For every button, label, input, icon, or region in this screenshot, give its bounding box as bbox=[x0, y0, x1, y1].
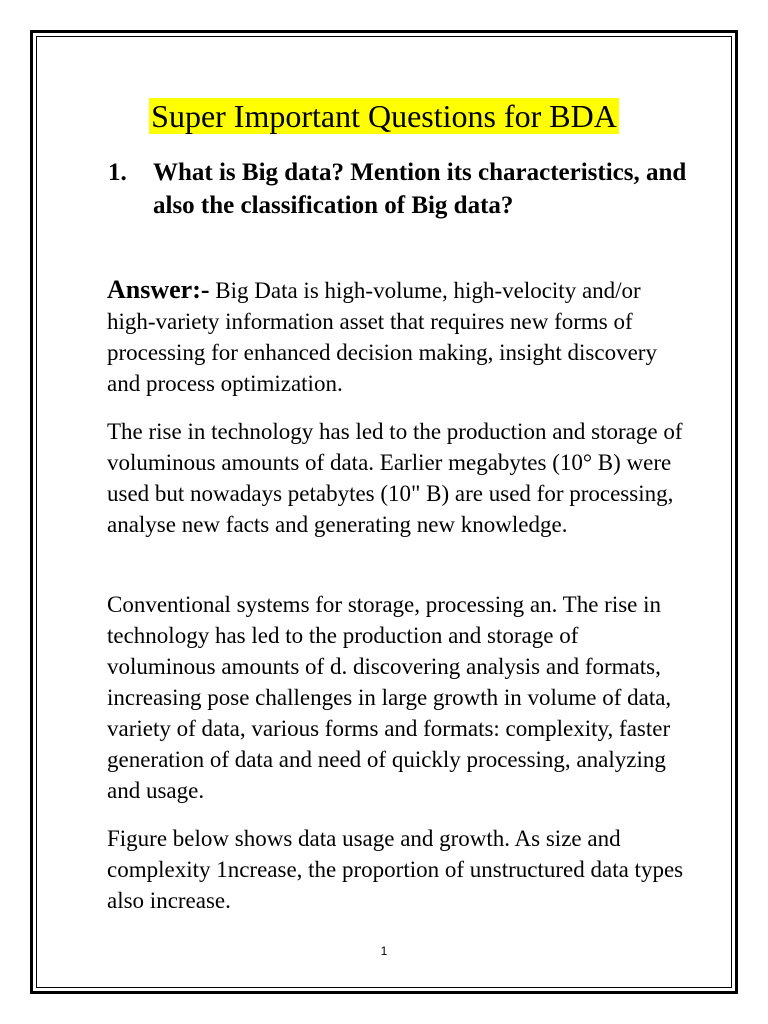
document-title bbox=[0, 96, 768, 136]
paragraph-2: Conventional systems for storage, processing an. The rise in technology has led to the production and storage of voluminous amounts of d. discovering analysis and formats, increasing pose challenges in large growth in volume of data, variety of data, various forms and formats: complexity, faster generation of data and need of quickly processing, analyzing and usage. bbox=[107, 592, 672, 803]
paragraph-3: Figure below shows data usage and growth. As size and complexity 1ncrease, the proportion of unstructured data types also increase. bbox=[107, 826, 684, 913]
question-1 bbox=[108, 156, 688, 222]
answer-label: Answer:- bbox=[107, 275, 210, 304]
question-text: What is Big data? Mention its characteristics, and also the classification of Big data? bbox=[153, 159, 687, 219]
question-number: 1. bbox=[108, 159, 127, 186]
answer-paragraph bbox=[107, 274, 687, 399]
paragraph-1: The rise in technology has led to the production and storage of voluminous amounts of data. Earlier megabytes (10° B) were used but nowadays petabytes (10" B) are used for processing, analyse new facts and generating new knowledge. bbox=[107, 419, 683, 537]
document-title-highlight: Super Important Questions for BDA bbox=[151, 98, 617, 134]
answer-text: Big Data is high-volume, high-velocity and/or high-variety information asset that requires new forms of processing for enhanced decision making, insight discovery and process optimization. bbox=[107, 278, 657, 396]
page-number: 1 bbox=[380, 944, 388, 958]
